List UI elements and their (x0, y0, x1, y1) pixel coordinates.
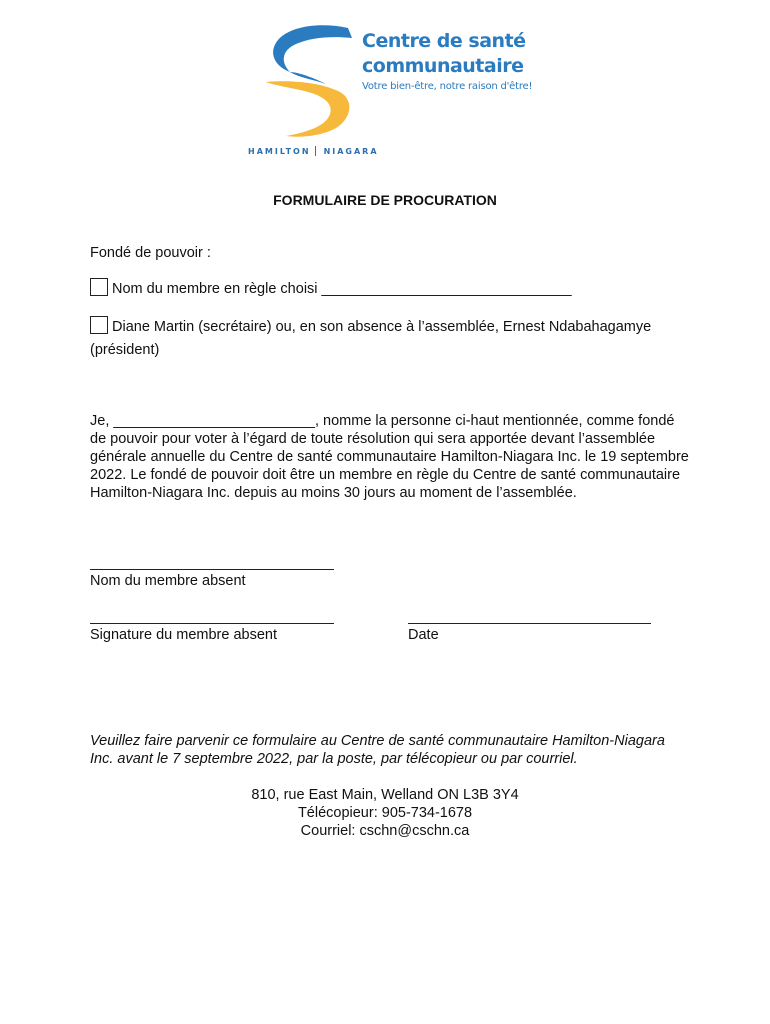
logo-tagline: Votre bien-être, notre raison d'être! (362, 81, 533, 92)
email-address: Courriel: cschn@cschn.ca (300, 823, 470, 839)
form-title: FORMULAIRE DE PROCURATION (273, 192, 497, 208)
contact-block (0, 786, 770, 840)
organization-logo (248, 22, 548, 162)
proxy-label: Fondé de pouvoir : (90, 245, 211, 261)
submission-notice: Veuillez faire parvenir ce formulaire au Centre de santé communautaire Hamilton-Niagara Inc. avant le 7 septembre 2022, par la poste, par télécopieur ou par courriel. (90, 733, 665, 767)
option-secretary (90, 316, 651, 336)
date-label: Date (408, 627, 439, 643)
absent-member-name-line[interactable] (90, 569, 334, 570)
postal-address: 810, rue East Main, Welland ON L3B 3Y4 (251, 787, 519, 803)
declaration-paragraph: Je, _________________________, nomme la personne ci-haut mentionnée, comme fondé de pouvoir pour voter à l’égard de toute résolution qui sera apportée devant l’assemblée générale annuelle du Centre de santé communautaire Hamilton-Niagara Inc. le 19 septembre 2022. Le fondé de pouvoir doit être un membre en règle du Centre de santé communautaire Hamilton-Niagara Inc. depuis au moins 30 jours au moment de l’assemblée. (90, 413, 689, 501)
chosen-member-checkbox[interactable] (90, 278, 108, 296)
absent-member-name-label: Nom du membre absent (90, 573, 246, 589)
logo-name-line1: Centre de santé (362, 30, 526, 52)
logo-city-right: NIAGARA (323, 147, 379, 156)
absent-member-signature-line[interactable] (90, 623, 334, 624)
absent-member-signature-label: Signature du membre absent (90, 627, 277, 643)
logo-name-line2: communautaire (362, 55, 524, 77)
logo-divider (315, 146, 316, 156)
secretary-label-line2: (président) (90, 342, 160, 358)
date-line[interactable] (408, 623, 651, 624)
logo-s-mark-icon (260, 22, 360, 142)
logo-city-left: HAMILTON (248, 147, 311, 156)
secretary-label-line1: Diane Martin (secrétaire) ou, en son absence à l’assemblée, Ernest Ndabahagamye (112, 319, 652, 335)
logo-city-names (248, 146, 379, 156)
chosen-member-label: Nom du membre en règle choisi _______________________________ (112, 281, 572, 297)
fax-number: Télécopieur: 905-734-1678 (297, 805, 473, 821)
secretary-checkbox[interactable] (90, 316, 108, 334)
option-chosen-member (90, 278, 572, 298)
